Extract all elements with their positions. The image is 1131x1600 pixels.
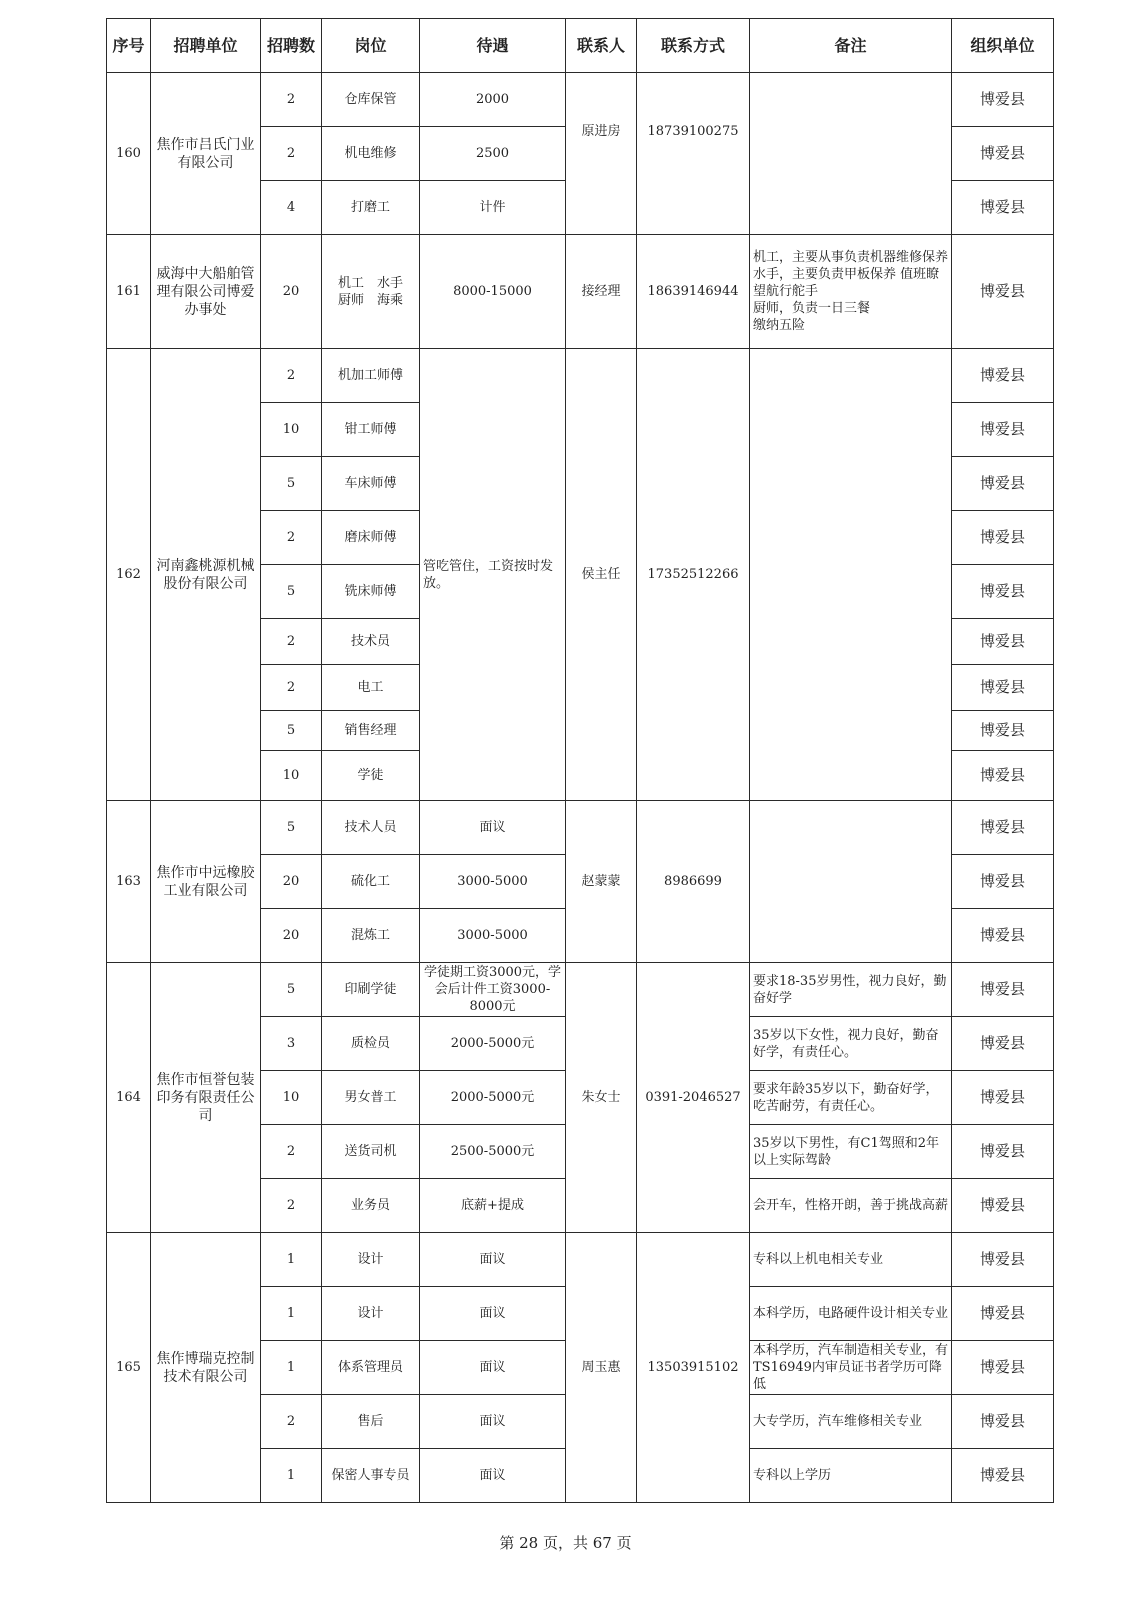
company-name-cell: 焦作博瑞克控制技术有限公司 bbox=[151, 1233, 261, 1503]
org-cell: 博爱县 bbox=[952, 1341, 1054, 1395]
recruitment-table bbox=[106, 18, 1054, 1503]
salary-cell: 面议 bbox=[420, 1341, 566, 1395]
phone-cell: 0391-2046527 bbox=[637, 963, 750, 1233]
table-row bbox=[107, 73, 1054, 127]
salary-cell: 面议 bbox=[420, 1395, 566, 1449]
position-cell: 铣床师傅 bbox=[322, 565, 420, 619]
org-cell: 博爱县 bbox=[952, 801, 1054, 855]
org-cell: 博爱县 bbox=[952, 665, 1054, 711]
salary-cell: 2500 bbox=[420, 127, 566, 181]
org-cell: 博爱县 bbox=[952, 751, 1054, 801]
phone-cell: 8986699 bbox=[637, 801, 750, 963]
salary-cell: 2000-5000元 bbox=[420, 1017, 566, 1071]
org-cell: 博爱县 bbox=[952, 1287, 1054, 1341]
company-name-cell: 河南鑫桃源机械股份有限公司 bbox=[151, 349, 261, 801]
count-cell: 1 bbox=[261, 1449, 322, 1503]
salary-cell: 2000-5000元 bbox=[420, 1071, 566, 1125]
header-row bbox=[107, 19, 1054, 73]
org-cell: 博爱县 bbox=[952, 349, 1054, 403]
count-cell: 1 bbox=[261, 1341, 322, 1395]
count-cell: 1 bbox=[261, 1287, 322, 1341]
position-cell: 技术员 bbox=[322, 619, 420, 665]
org-cell: 博爱县 bbox=[952, 181, 1054, 235]
position-cell: 男女普工 bbox=[322, 1071, 420, 1125]
count-cell: 20 bbox=[261, 855, 322, 909]
company-name-cell: 威海中大船舶管理有限公司博爱办事处 bbox=[151, 235, 261, 349]
position-cell: 电工 bbox=[322, 665, 420, 711]
position-cell: 销售经理 bbox=[322, 711, 420, 751]
contact-cell: 原进房 bbox=[566, 73, 637, 235]
header-cell: 联系人 bbox=[566, 19, 637, 73]
position-cell: 业务员 bbox=[322, 1179, 420, 1233]
count-cell: 3 bbox=[261, 1017, 322, 1071]
note-cell: 专科以上机电相关专业 bbox=[750, 1233, 952, 1287]
count-cell: 5 bbox=[261, 711, 322, 751]
org-cell: 博爱县 bbox=[952, 711, 1054, 751]
salary-cell: 2000 bbox=[420, 73, 566, 127]
position-cell: 机工 水手 厨师 海乘 bbox=[322, 235, 420, 349]
salary-cell: 底薪+提成 bbox=[420, 1179, 566, 1233]
position-cell: 质检员 bbox=[322, 1017, 420, 1071]
org-cell: 博爱县 bbox=[952, 1017, 1054, 1071]
phone-cell: 17352512266 bbox=[637, 349, 750, 801]
count-cell: 5 bbox=[261, 457, 322, 511]
salary-cell: 面议 bbox=[420, 801, 566, 855]
org-cell: 博爱县 bbox=[952, 403, 1054, 457]
salary-cell: 计件 bbox=[420, 181, 566, 235]
org-cell: 博爱县 bbox=[952, 1179, 1054, 1233]
note-cell: 大专学历，汽车维修相关专业 bbox=[750, 1395, 952, 1449]
phone-cell: 18739100275 bbox=[637, 73, 750, 235]
page-footer: 第 28 页，共 67 页 bbox=[499, 1534, 632, 1552]
header-cell: 招聘数 bbox=[261, 19, 322, 73]
count-cell: 10 bbox=[261, 751, 322, 801]
contact-cell: 侯主任 bbox=[566, 349, 637, 801]
header-cell: 组织单位 bbox=[952, 19, 1054, 73]
position-cell: 混炼工 bbox=[322, 909, 420, 963]
table-row bbox=[107, 349, 1054, 403]
salary-cell: 管吃管住，工资按时发放。 bbox=[420, 349, 566, 801]
org-cell: 博爱县 bbox=[952, 127, 1054, 181]
org-cell: 博爱县 bbox=[952, 1071, 1054, 1125]
note-cell: 要求18-35岁男性，视力良好，勤奋好学 bbox=[750, 963, 952, 1017]
org-cell: 博爱县 bbox=[952, 511, 1054, 565]
header-cell: 备注 bbox=[750, 19, 952, 73]
org-cell: 博爱县 bbox=[952, 235, 1054, 349]
contact-cell: 周玉惠 bbox=[566, 1233, 637, 1503]
header-cell: 联系方式 bbox=[637, 19, 750, 73]
org-cell: 博爱县 bbox=[952, 73, 1054, 127]
note-cell: 本科学历，汽车制造相关专业，有TS16949内审员证书者学历可降低 bbox=[750, 1341, 952, 1395]
count-cell: 2 bbox=[261, 619, 322, 665]
count-cell: 2 bbox=[261, 511, 322, 565]
position-cell: 钳工师傅 bbox=[322, 403, 420, 457]
company-name-cell: 焦作市中远橡胶工业有限公司 bbox=[151, 801, 261, 963]
table-row bbox=[107, 1233, 1054, 1287]
table-row bbox=[107, 801, 1054, 855]
org-cell: 博爱县 bbox=[952, 855, 1054, 909]
position-cell: 学徒 bbox=[322, 751, 420, 801]
company-name-cell: 焦作市恒誉包装印务有限责任公司 bbox=[151, 963, 261, 1233]
org-cell: 博爱县 bbox=[952, 1395, 1054, 1449]
note-cell: 35岁以下男性，有C1驾照和2年以上实际驾龄 bbox=[750, 1125, 952, 1179]
salary-cell: 3000-5000 bbox=[420, 855, 566, 909]
note-cell bbox=[750, 801, 952, 963]
note-cell: 要求年龄35岁以下，勤奋好学，吃苦耐劳，有责任心。 bbox=[750, 1071, 952, 1125]
position-cell: 保密人事专员 bbox=[322, 1449, 420, 1503]
count-cell: 20 bbox=[261, 909, 322, 963]
count-cell: 10 bbox=[261, 1071, 322, 1125]
salary-cell: 3000-5000 bbox=[420, 909, 566, 963]
note-cell: 机工，主要从事负责机器维修保养 水手，主要负责甲板保养 值班瞭望航行舵手 厨师，负责一日三餐 缴纳五险 bbox=[750, 235, 952, 349]
note-cell: 专科以上学历 bbox=[750, 1449, 952, 1503]
count-cell: 2 bbox=[261, 1125, 322, 1179]
count-cell: 4 bbox=[261, 181, 322, 235]
contact-cell: 接经理 bbox=[566, 235, 637, 349]
org-cell: 博爱县 bbox=[952, 1449, 1054, 1503]
position-cell: 硫化工 bbox=[322, 855, 420, 909]
count-cell: 5 bbox=[261, 963, 322, 1017]
position-cell: 磨床师傅 bbox=[322, 511, 420, 565]
position-cell: 售后 bbox=[322, 1395, 420, 1449]
count-cell: 2 bbox=[261, 349, 322, 403]
count-cell: 2 bbox=[261, 127, 322, 181]
count-cell: 1 bbox=[261, 1233, 322, 1287]
position-cell: 车床师傅 bbox=[322, 457, 420, 511]
position-cell: 机电维修 bbox=[322, 127, 420, 181]
note-cell: 会开车，性格开朗，善于挑战高薪 bbox=[750, 1179, 952, 1233]
header-cell: 待遇 bbox=[420, 19, 566, 73]
count-cell: 2 bbox=[261, 1395, 322, 1449]
position-cell: 送货司机 bbox=[322, 1125, 420, 1179]
note-cell: 本科学历，电路硬件设计相关专业 bbox=[750, 1287, 952, 1341]
seq-cell: 163 bbox=[107, 801, 151, 963]
position-cell: 打磨工 bbox=[322, 181, 420, 235]
salary-cell: 面议 bbox=[420, 1287, 566, 1341]
header-cell: 序号 bbox=[107, 19, 151, 73]
seq-cell: 160 bbox=[107, 73, 151, 235]
count-cell: 10 bbox=[261, 403, 322, 457]
seq-cell: 161 bbox=[107, 235, 151, 349]
salary-cell: 8000-15000 bbox=[420, 235, 566, 349]
salary-cell: 面议 bbox=[420, 1449, 566, 1503]
count-cell: 5 bbox=[261, 801, 322, 855]
note-cell: 35岁以下女性，视力良好，勤奋好学，有责任心。 bbox=[750, 1017, 952, 1071]
org-cell: 博爱县 bbox=[952, 565, 1054, 619]
count-cell: 2 bbox=[261, 1179, 322, 1233]
salary-cell: 学徒期工资3000元，学会后计件工资3000-8000元 bbox=[420, 963, 566, 1017]
position-cell: 印刷学徒 bbox=[322, 963, 420, 1017]
phone-cell: 18639146944 bbox=[637, 235, 750, 349]
org-cell: 博爱县 bbox=[952, 1233, 1054, 1287]
note-cell bbox=[750, 73, 952, 235]
contact-cell: 朱女士 bbox=[566, 963, 637, 1233]
position-cell: 体系管理员 bbox=[322, 1341, 420, 1395]
header-cell: 岗位 bbox=[322, 19, 420, 73]
phone-cell: 13503915102 bbox=[637, 1233, 750, 1503]
seq-cell: 165 bbox=[107, 1233, 151, 1503]
org-cell: 博爱县 bbox=[952, 963, 1054, 1017]
note-cell bbox=[750, 349, 952, 801]
header-cell: 招聘单位 bbox=[151, 19, 261, 73]
contact-cell: 赵蒙蒙 bbox=[566, 801, 637, 963]
org-cell: 博爱县 bbox=[952, 1125, 1054, 1179]
table-row bbox=[107, 963, 1054, 1017]
position-cell: 机加工师傅 bbox=[322, 349, 420, 403]
count-cell: 5 bbox=[261, 565, 322, 619]
position-cell: 技术人员 bbox=[322, 801, 420, 855]
count-cell: 20 bbox=[261, 235, 322, 349]
seq-cell: 164 bbox=[107, 963, 151, 1233]
org-cell: 博爱县 bbox=[952, 909, 1054, 963]
salary-cell: 面议 bbox=[420, 1233, 566, 1287]
company-name-cell: 焦作市吕氏门业有限公司 bbox=[151, 73, 261, 235]
table-body bbox=[107, 73, 1054, 1503]
org-cell: 博爱县 bbox=[952, 457, 1054, 511]
count-cell: 2 bbox=[261, 665, 322, 711]
salary-cell: 2500-5000元 bbox=[420, 1125, 566, 1179]
position-cell: 设计 bbox=[322, 1233, 420, 1287]
position-cell: 仓库保管 bbox=[322, 73, 420, 127]
seq-cell: 162 bbox=[107, 349, 151, 801]
position-cell: 设计 bbox=[322, 1287, 420, 1341]
count-cell: 2 bbox=[261, 73, 322, 127]
table-row bbox=[107, 235, 1054, 349]
org-cell: 博爱县 bbox=[952, 619, 1054, 665]
